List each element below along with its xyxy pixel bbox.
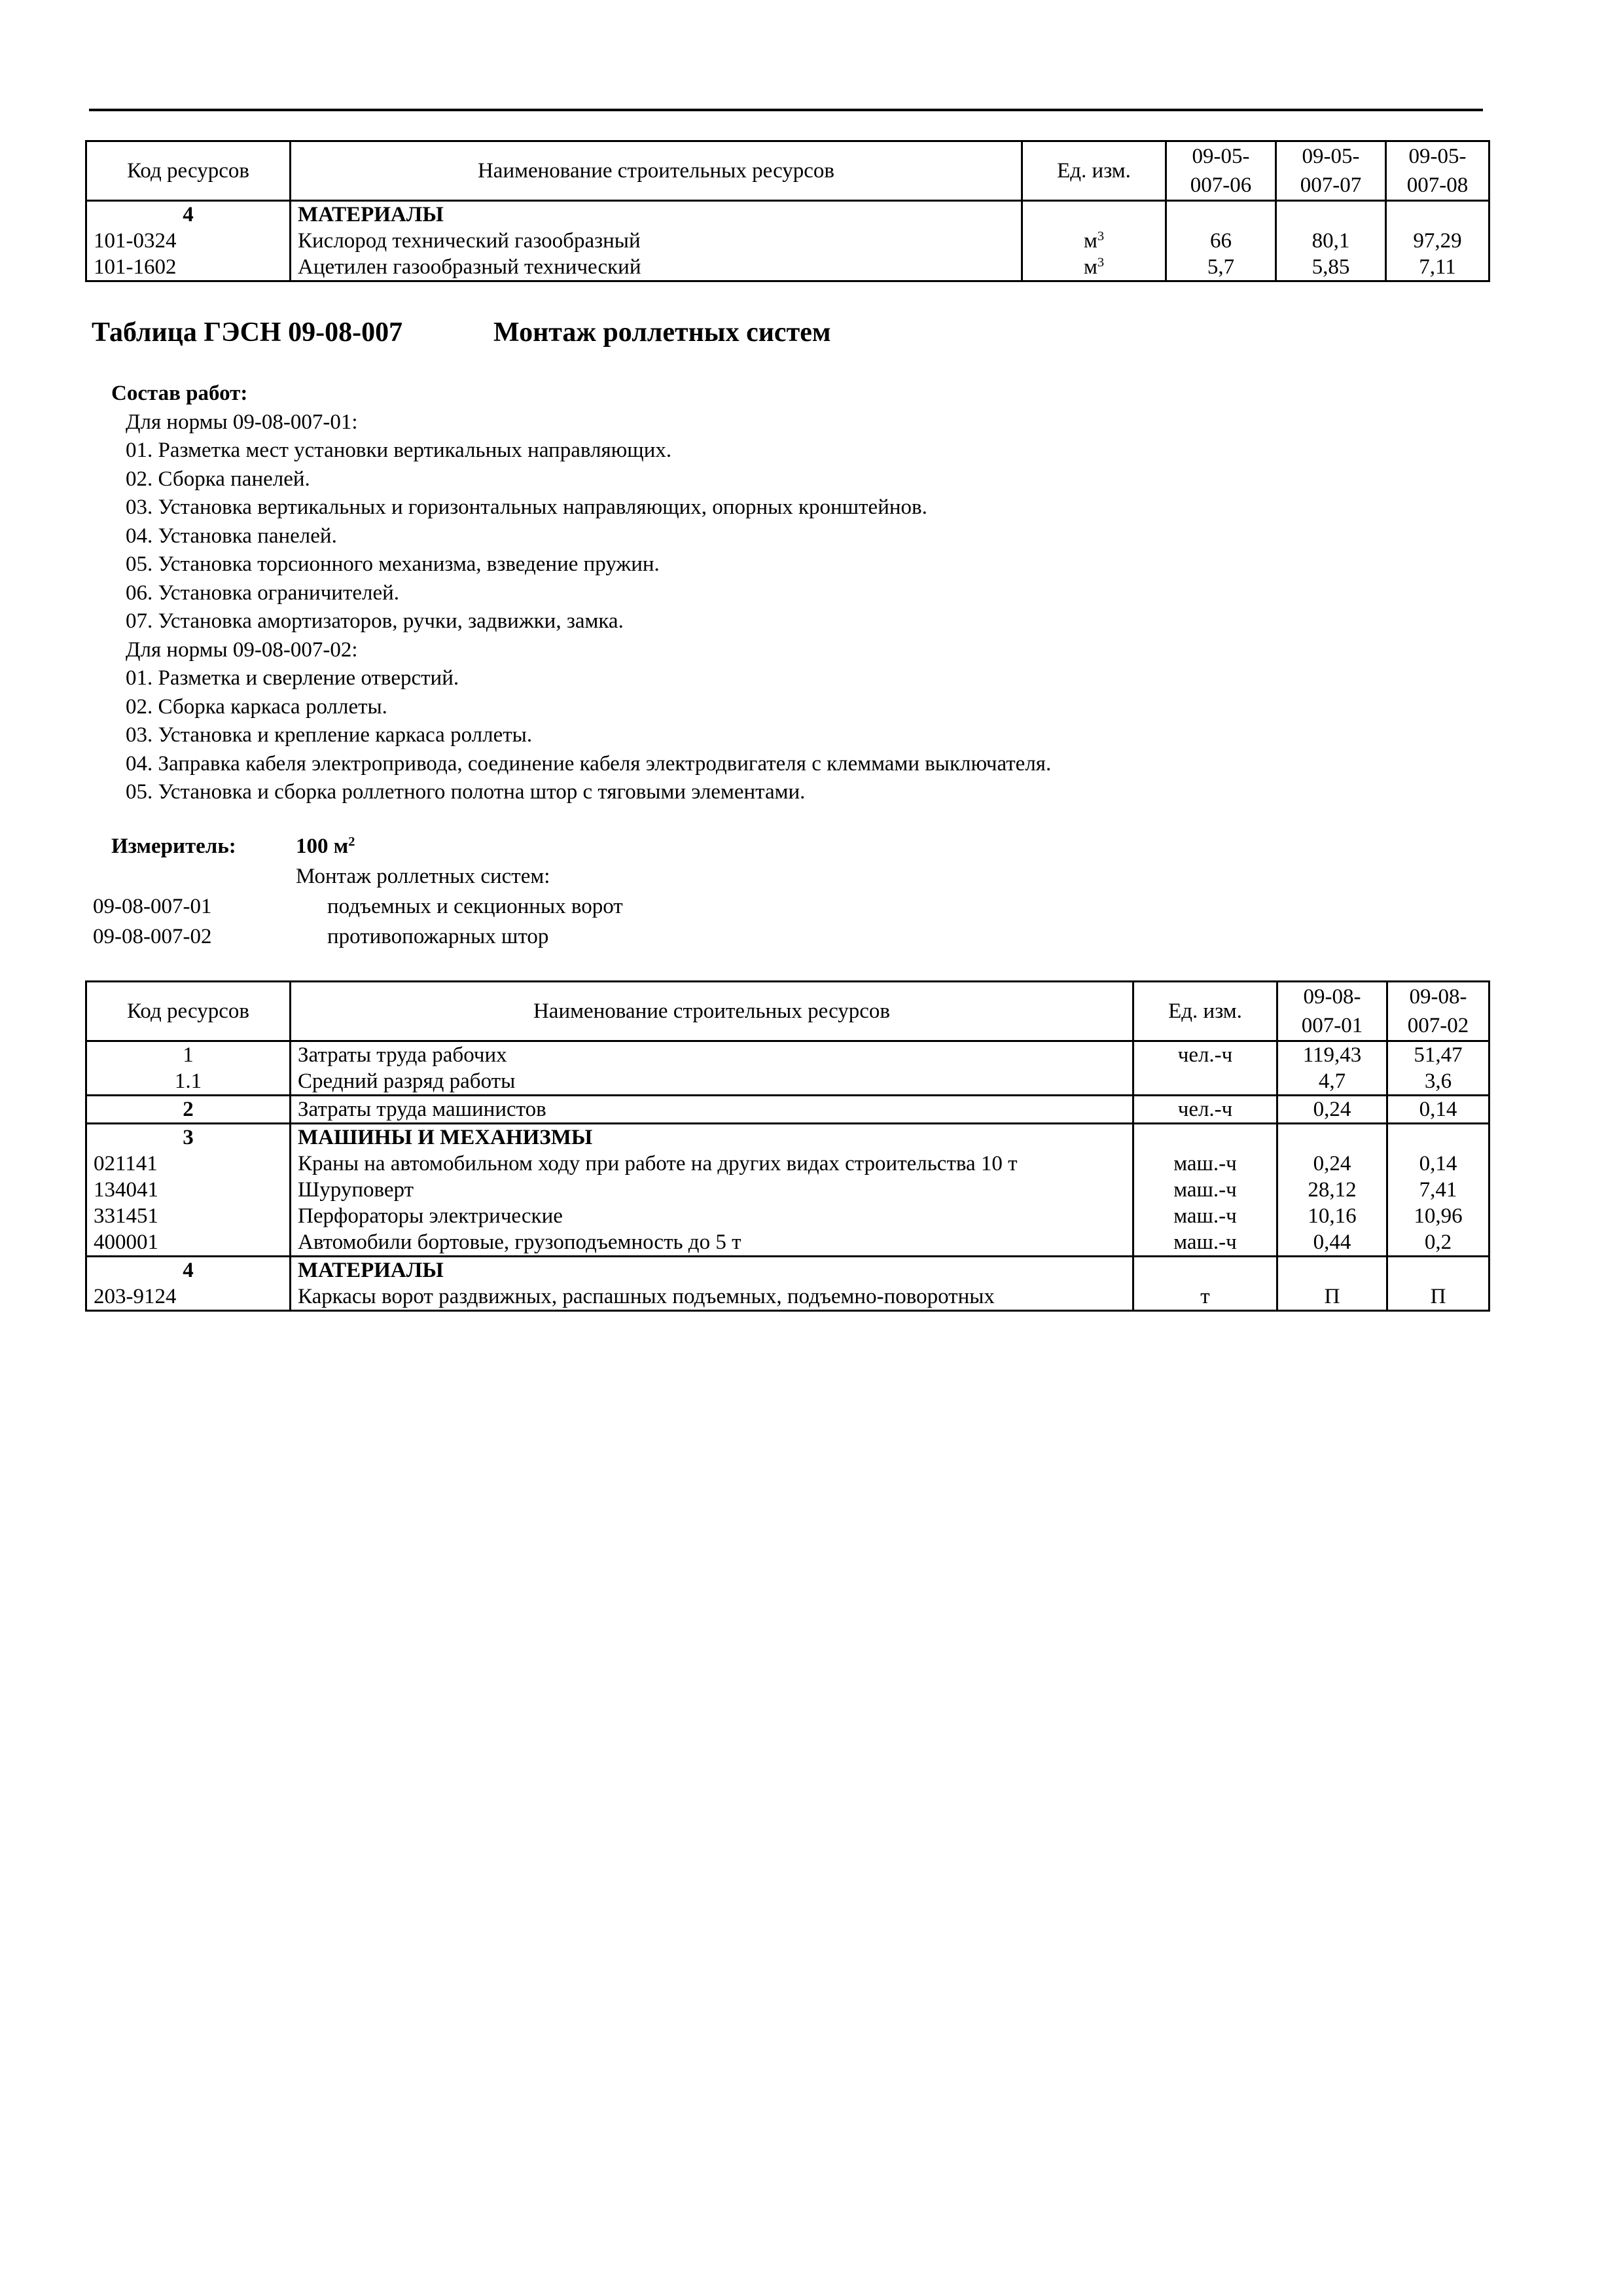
table-row: 101-1602 Ацетилен газообразный технический $м^3$ 5,7 5,85 7,11: [86, 254, 1489, 281]
table-row: 1 Затраты труда рабочих чел.-ч 119,43 51,47: [86, 1041, 1489, 1069]
table-row: 101-0324 Кислород технический газообразный $м^3$ 66 80,1 97,29: [86, 228, 1489, 254]
work-line: 01. Разметка и сверление отверстий.: [126, 666, 459, 690]
header-name: Наименование строительных ресурсов: [291, 982, 1133, 1041]
header-code: Код ресурсов: [86, 141, 291, 201]
header-rule: [89, 109, 1483, 111]
resources-table-09-05-007: [85, 140, 1490, 282]
table-row: 331451 Перфораторы электрические маш.-ч 10,16 10,96: [86, 1203, 1489, 1229]
work-line: Для нормы 09-08-007-02:: [126, 637, 358, 662]
work-line: 01. Разметка мест установки вертикальных направляющих.: [126, 439, 672, 462]
table-row: 1.1 Средний разряд работы 4,7 3,6: [86, 1068, 1489, 1096]
table-row: 134041 Шуруповерт маш.-ч 28,12 7,41: [86, 1177, 1489, 1203]
table-row: 021141 Краны на автомобильном ходу при работе на других видах строительства 10 т маш.-ч 0,24 0,14: [86, 1151, 1489, 1177]
work-line: 05. Установка торсионного механизма, взведение пружин.: [126, 552, 660, 576]
work-line: 03. Установка и крепление каркаса роллеты.: [126, 723, 533, 747]
header-col-2: 09-08- 007-02: [1387, 982, 1489, 1041]
header-name: Наименование строительных ресурсов: [291, 141, 1022, 201]
header-unit: Ед. изм.: [1133, 982, 1277, 1041]
resources-table-09-08-007: [85, 980, 1490, 1312]
header-code: Код ресурсов: [86, 982, 291, 1041]
work-line: 06. Установка ограничителей.: [126, 581, 400, 605]
norm-text: противопожарных штор: [327, 925, 549, 948]
group-row: 4 МАТЕРИАЛЫ: [86, 1257, 1489, 1284]
header-unit: Ед. изм.: [1022, 141, 1166, 201]
norm-code: 09-08-007-01: [93, 895, 212, 918]
work-line: Для нормы 09-08-007-01:: [126, 410, 358, 434]
work-line: 03. Установка вертикальных и горизонтальных направляющих, опорных кронштейнов.: [126, 495, 927, 519]
group-row: 4 МАТЕРИАЛЫ: [86, 201, 1489, 228]
table-title: [92, 317, 831, 348]
work-line: 04. Заправка кабеля электропривода, соединение кабеля электродвигателя с клеммами выключателя.: [126, 751, 1052, 776]
work-composition: [111, 380, 1051, 807]
header-col-1: 09-05- 007-06: [1166, 141, 1276, 201]
table-caption: Монтаж роллетных систем: [493, 317, 831, 348]
header-col-2: 09-05- 007-07: [1276, 141, 1386, 201]
work-line: 02. Сборка каркаса роллеты.: [126, 694, 387, 719]
table-row: 203-9124 Каркасы ворот раздвижных, распашных подъемных, подъемно-поворотных т П П: [86, 1283, 1489, 1311]
work-line: 04. Установка панелей.: [126, 524, 337, 548]
norm-text: подъемных и секционных ворот: [327, 895, 623, 918]
table-row: 400001 Автомобили бортовые, грузоподъемность до 5 т маш.-ч 0,44 0,2: [86, 1229, 1489, 1257]
table-row: 2 Затраты труда машинистов чел.-ч 0,24 0,14: [86, 1096, 1489, 1124]
table-header-row: [86, 982, 1489, 1041]
work-heading: Состав работ:: [111, 382, 248, 405]
table-header-row: [86, 141, 1489, 201]
meter-caption: Монтаж роллетных систем:: [296, 865, 550, 888]
work-line: 05. Установка и сборка роллетного полотна штор с тяговыми элементами.: [126, 780, 806, 804]
work-line: 07. Установка амортизаторов, ручки, задвижки, замка.: [126, 609, 624, 633]
meter-label: Измеритель:: [111, 834, 236, 858]
header-col-3: 09-05- 007-08: [1386, 141, 1489, 201]
header-col-1: 09-08- 007-01: [1277, 982, 1387, 1041]
work-line: 02. Сборка панелей.: [126, 467, 310, 491]
table-number: Таблица ГЭСН 09-08-007: [92, 317, 403, 348]
meter-value: 100 $м^2$: [296, 834, 355, 858]
group-row: 3 МАШИНЫ И МЕХАНИЗМЫ: [86, 1124, 1489, 1151]
norm-code: 09-08-007-02: [93, 925, 212, 948]
